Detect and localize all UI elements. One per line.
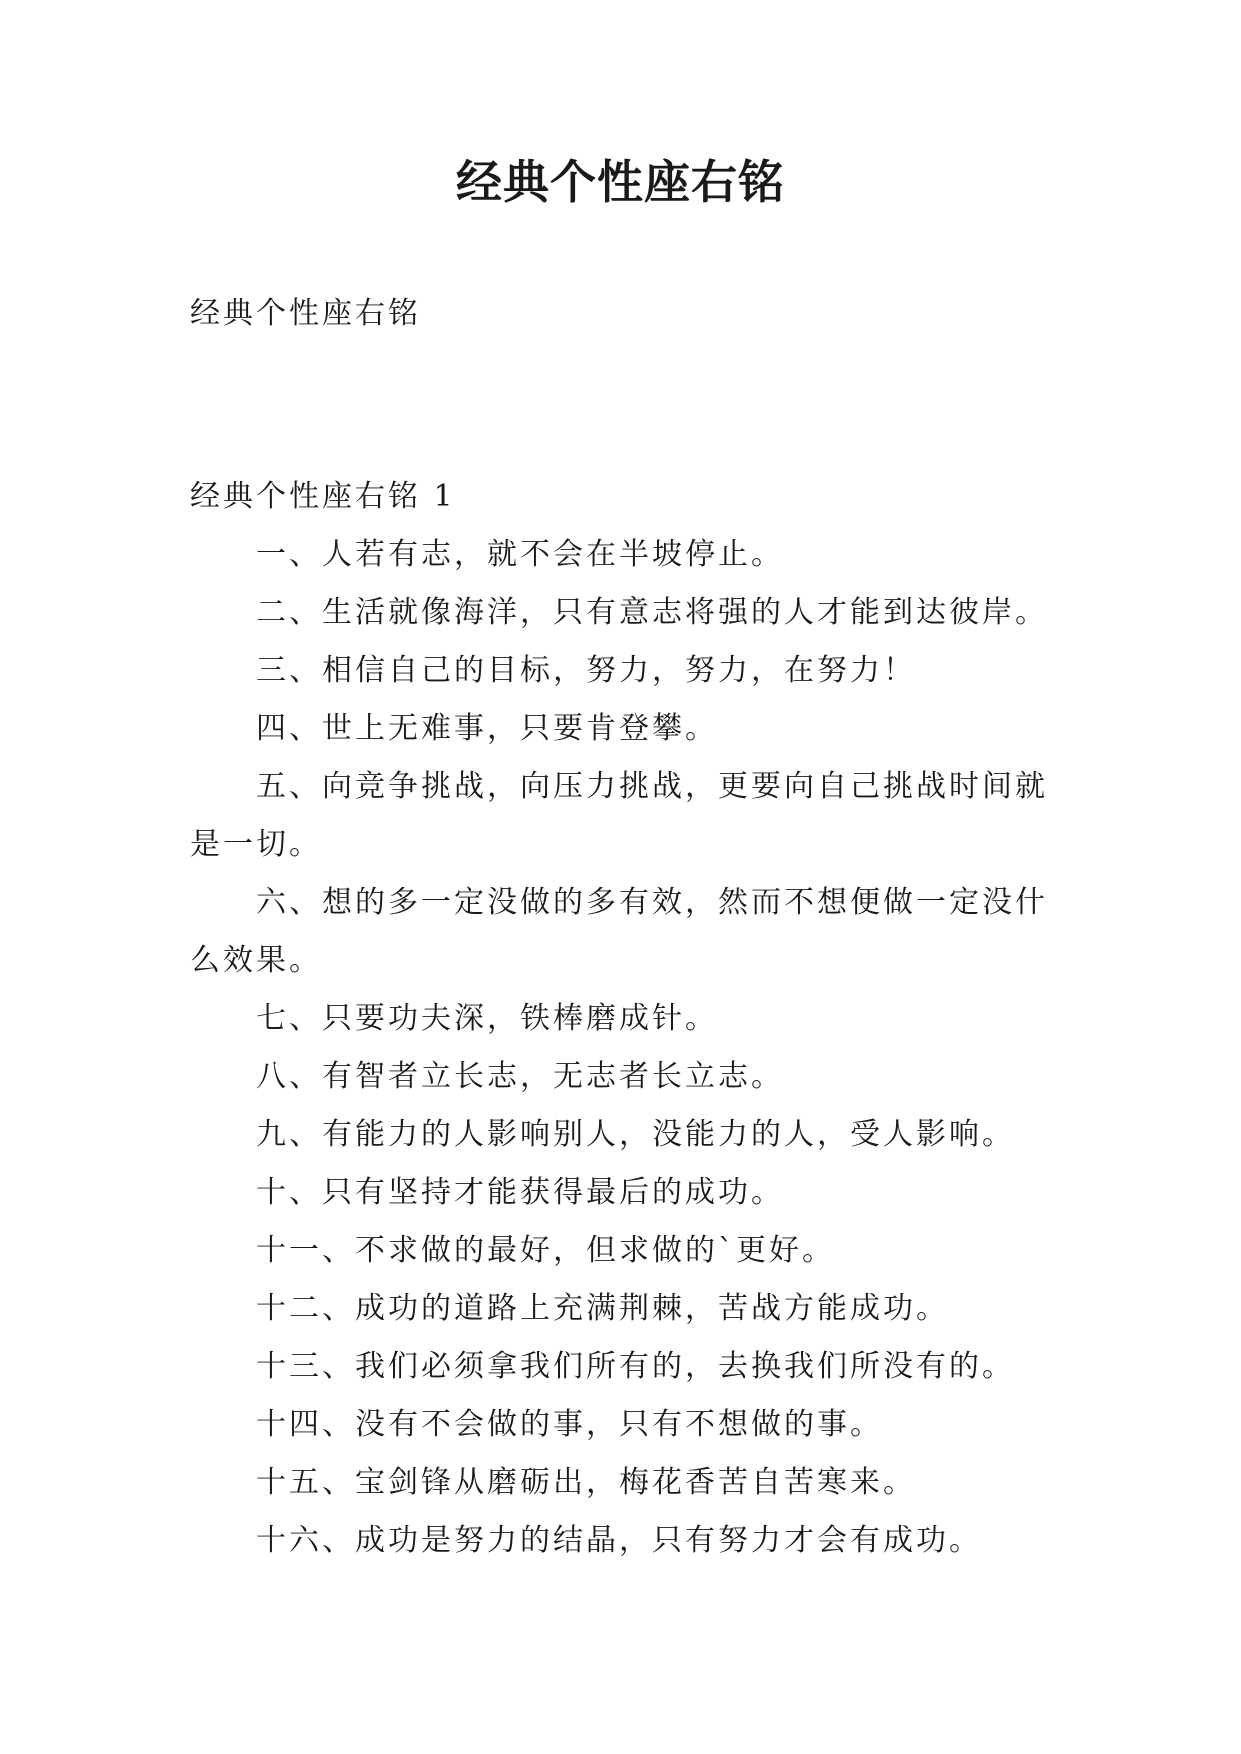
motto-line-5: 五、向竞争挑战，向压力挑战，更要向自己挑战时间就是一切。 [190, 769, 1048, 862]
motto-line-13: 十三、我们必须拿我们所有的，去换我们所没有的。 [256, 1349, 1015, 1384]
motto-line-16: 十六、成功是努力的结晶，只有努力才会有成功。 [256, 1523, 982, 1558]
motto-line-9: 九、有能力的人影响别人，没能力的人，受人影响。 [256, 1117, 1015, 1152]
motto-line-10: 十、只有坚持才能获得最后的成功。 [256, 1175, 784, 1210]
motto-line-1: 一、人若有志，就不会在半坡停止。 [256, 537, 784, 572]
motto-line-2: 二、生活就像海洋，只有意志将强的人才能到达彼岸。 [256, 595, 1048, 630]
motto-line-3: 三、相信自己的目标，努力，努力，在努力！ [256, 653, 916, 688]
document-title: 经典个性座右铭 [456, 155, 785, 209]
motto-line-11: 十一、不求做的最好，但求做的`更好。 [256, 1233, 835, 1268]
motto-line-15: 十五、宝剑锋从磨砺出，梅花香苦自苦寒来。 [256, 1465, 916, 1500]
document-body [190, 468, 1080, 1570]
document-subtitle: 经典个性座右铭 [190, 296, 421, 331]
section-heading: 经典个性座右铭 1 [190, 479, 456, 514]
motto-line-4: 四、世上无难事，只要肯登攀。 [256, 711, 718, 746]
motto-line-12: 十二、成功的道路上充满荆棘，苦战方能成功。 [256, 1291, 949, 1326]
motto-line-6: 六、想的多一定没做的多有效，然而不想便做一定没什么效果。 [190, 885, 1048, 978]
motto-line-14: 十四、没有不会做的事，只有不想做的事。 [256, 1407, 883, 1442]
motto-line-7: 七、只要功夫深，铁棒磨成针。 [256, 1001, 718, 1036]
motto-line-8: 八、有智者立长志，无志者长立志。 [256, 1059, 784, 1094]
